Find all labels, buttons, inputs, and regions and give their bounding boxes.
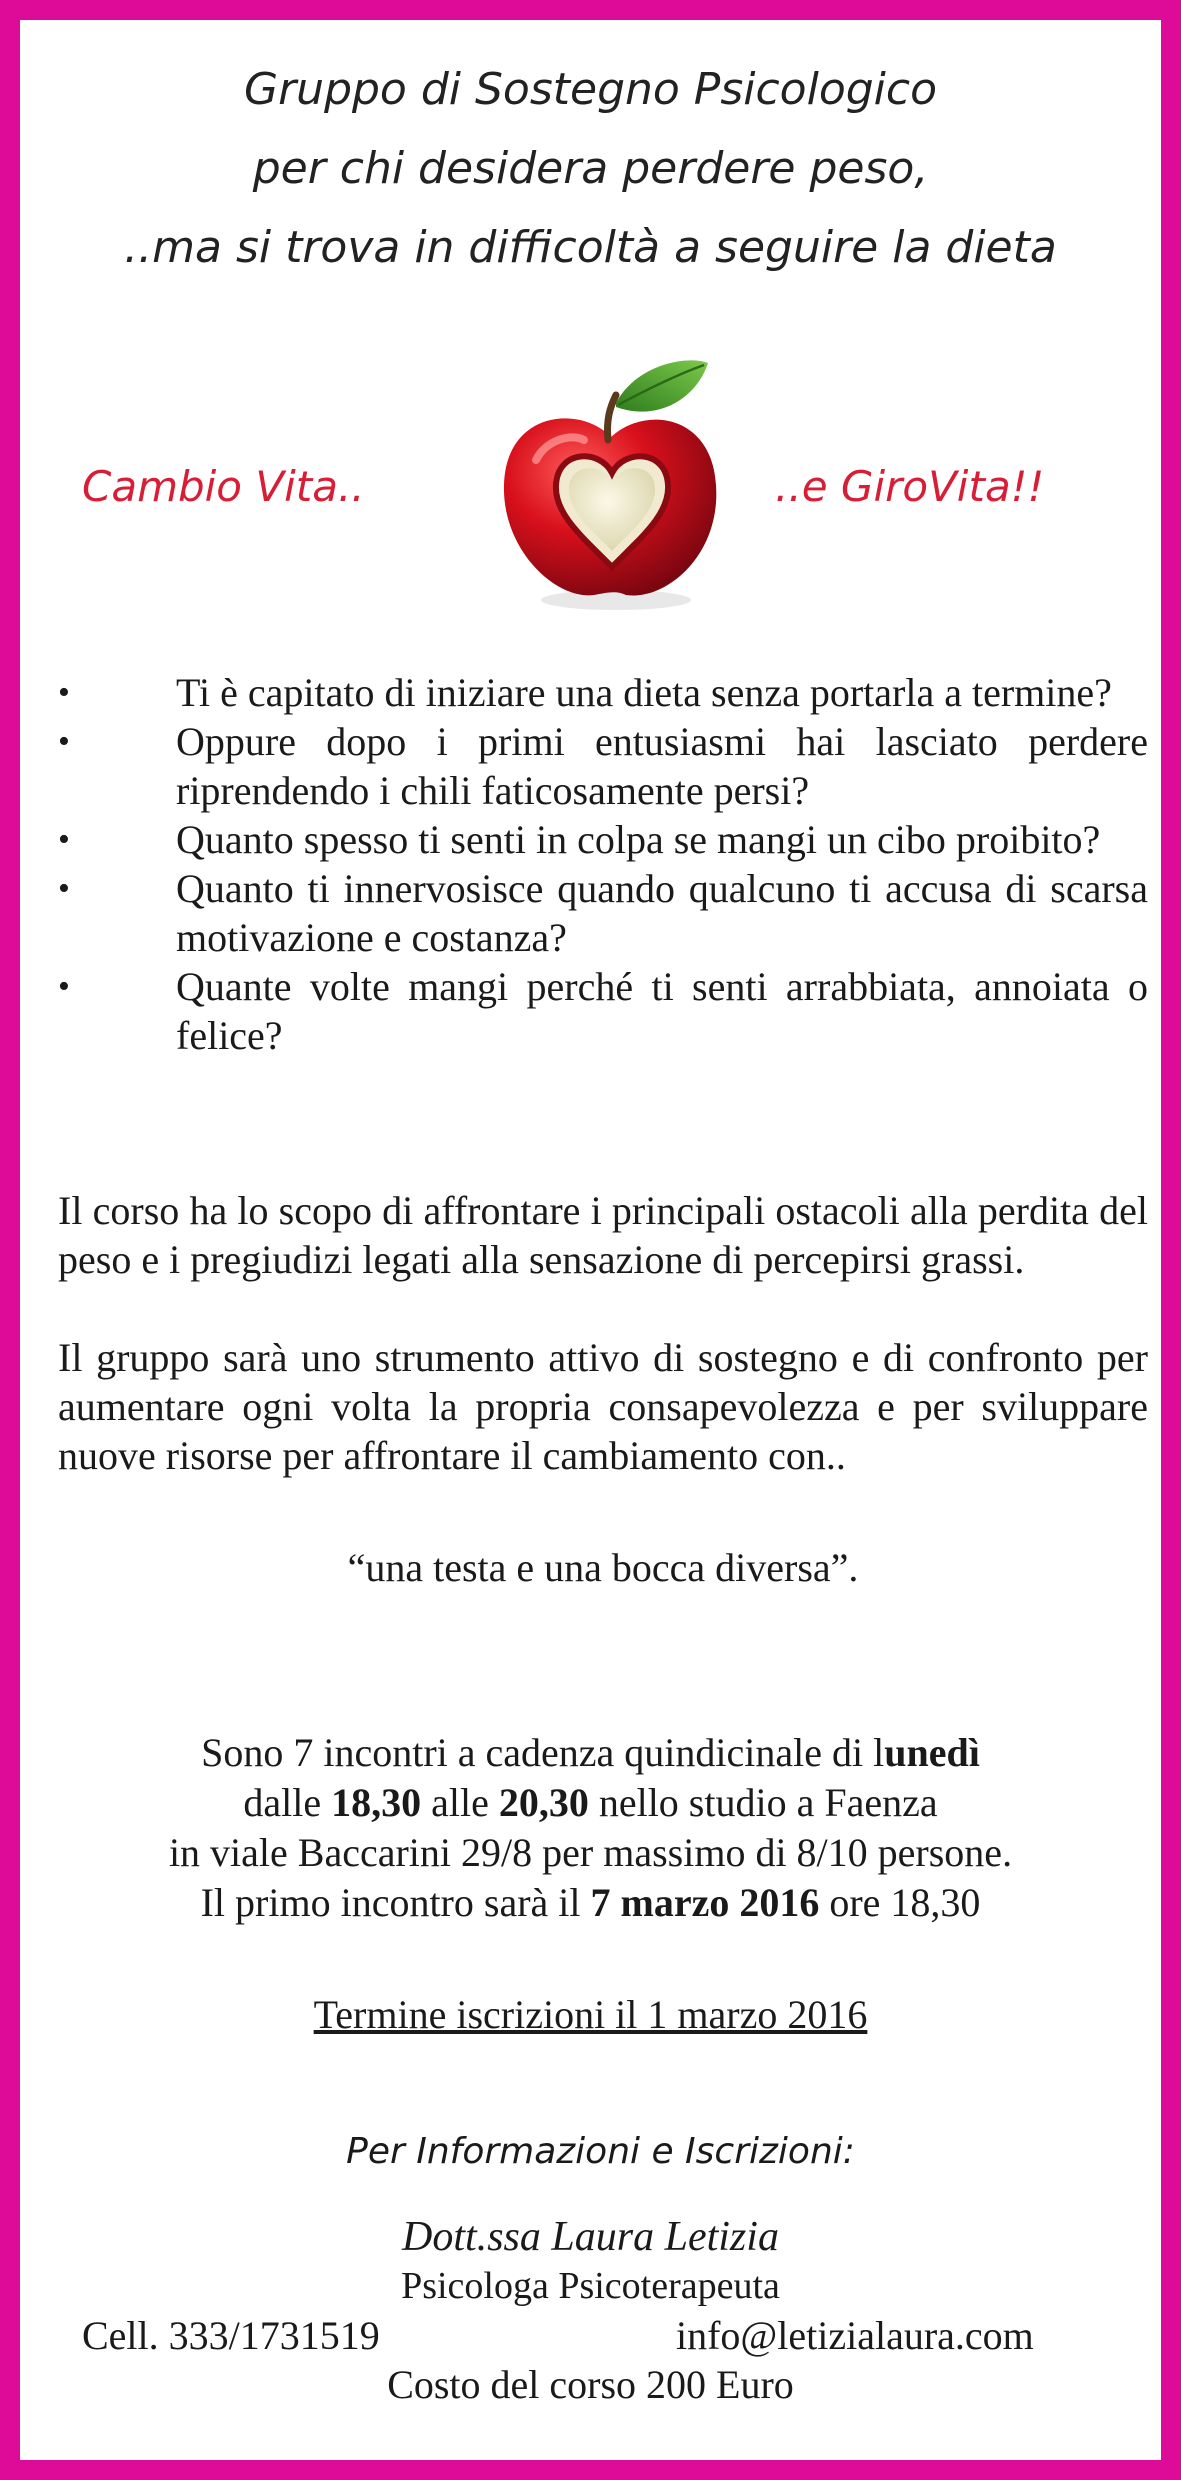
details-line-3: in viale Baccarini 29/8 per massimo di 8/10 persone. [168, 1830, 1013, 1875]
slogan-left: Cambio Vita.. [82, 462, 365, 511]
contact-role: Psicologa Psicoterapeuta [401, 2265, 780, 2307]
details-line-2: dalle 18,30 alle 20,30 nello studio a Faenza [243, 1780, 938, 1825]
details-line-4: Il primo incontro sarà il 7 marzo 2016 ore 18,30 [200, 1880, 981, 1925]
course-details [40, 1728, 1141, 1928]
list-item: • Quante volte mangi perché ti senti arrabbiata, annoiata o felice? [58, 962, 1148, 1060]
flyer-title [40, 50, 1141, 287]
title-line-3: ..ma si trova in difficoltà a seguire la dieta [124, 222, 1057, 273]
slogan-right: ..e GiroVita!! [775, 462, 1045, 511]
list-item: • Quanto ti innervosisce quando qualcuno ti accusa di scarsa motivazione e costanza? [58, 864, 1148, 962]
details-line-1: Sono 7 incontri a cadenza quindicinale di lunedì [201, 1730, 980, 1775]
course-purpose-paragraph: Il corso ha lo scopo di affrontare i principali ostacoli alla perdita del peso e i pregiudizi legati alla sensazione di percepirsi grassi. [58, 1188, 1148, 1282]
title-line-2: per chi desidera perdere peso, [252, 143, 929, 194]
question-list [58, 668, 1148, 1060]
quote-text: “una testa e una bocca diversa”. [347, 1545, 859, 1590]
contact-email: info@letizialaura.com [676, 2313, 1034, 2358]
list-item: • Oppure dopo i primi entusiasmi hai lasciato perdere riprendendo i chili faticosamente persi? [58, 717, 1148, 815]
list-item: • Quanto spesso ti senti in colpa se mangi un cibo proibito? [58, 815, 1148, 864]
contact-phone: Cell. 333/1731519 [82, 2313, 380, 2358]
contact-name: Dott.ssa Laura Letizia [402, 2214, 779, 2260]
info-heading: Per Informazioni e Iscrizioni: [346, 2131, 855, 2172]
title-line-1: Gruppo di Sostegno Psicologico [244, 64, 937, 115]
course-cost: Costo del corso 200 Euro [387, 2362, 794, 2407]
list-item: • Ti è capitato di iniziare una dieta senza portarla a termine? [58, 668, 1148, 717]
heart-apple-icon [476, 345, 746, 615]
registration-deadline: Termine iscrizioni il 1 marzo 2016 [313, 1992, 868, 2037]
group-description-paragraph: Il gruppo sarà uno strumento attivo di sostegno e di confronto per aumentare ogni volta la propria consapevolezza e per sviluppare nuove risorse per affrontare il cambiamento con.. [58, 1335, 1148, 1478]
